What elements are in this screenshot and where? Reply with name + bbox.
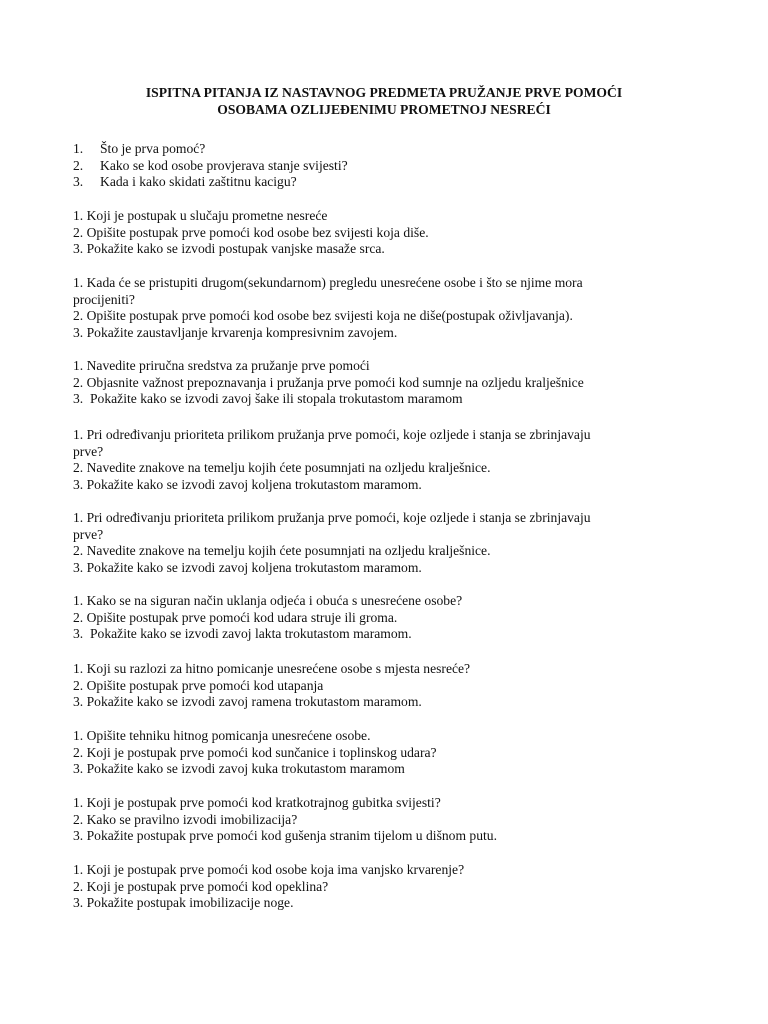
question-line: 1. Koji je postupak prve pomoći kod osobe koja ima vanjsko krvarenje? [73, 862, 465, 877]
title-line-1: ISPITNA PITANJA IZ NASTAVNOG PREDMETA PRUŽANJE PRVE POMOĆI [145, 85, 623, 100]
question-group-5 [73, 427, 695, 493]
question-line: 2. Objasnite važnost prepoznavanja i pružanja prve pomoći kod sumnje na ozljedu kralješnice [73, 374, 584, 390]
question-line: 1. Pri određivanju prioriteta prilikom pružanja prve pomoći, koje ozljede i stanja se zbrinjavaju [73, 510, 591, 525]
question-line: 2. Koji je postupak prve pomoći kod opeklina? [73, 878, 329, 894]
question-line: 2. Navedite znakove na temelju kojih ćete posumnjati na ozljedu kralješnice. [73, 543, 491, 559]
question-group-9 [73, 728, 695, 778]
question-number: 3. [73, 174, 84, 190]
question-line: 1. Navedite priručna sredstva za pružanje prve pomoći [73, 358, 370, 373]
question-text: Kada i kako skidati zaštitnu kacigu? [100, 174, 297, 190]
question-group-4 [73, 358, 695, 408]
question-line: 2. Koji je postupak prve pomoći kod sunčanice i toplinskog udara? [73, 744, 437, 760]
question-line: 3. Pokažite kako se izvodi postupak vanjske masaže srca. [73, 241, 385, 257]
question-line: 3. Pokažite kako se izvodi zavoj koljena trokutastom maramom. [73, 476, 422, 492]
question-line: 3. Pokažite kako se izvodi zavoj koljena trokutastom maramom. [73, 559, 422, 575]
question-text: Kako se kod osobe provjerava stanje svijesti? [100, 157, 348, 173]
question-group-6 [73, 510, 695, 576]
question-number: 1. [73, 141, 84, 156]
question-line: 2. Opišite postupak prve pomoći kod osobe bez svijesti koja ne diše(postupak oživljavanja). [73, 308, 573, 324]
question-line: 2. Opišite postupak prve pomoći kod osobe bez svijesti koja diše. [73, 224, 429, 240]
question-line: 1. Koji je postupak prve pomoći kod kratkotrajnog gubitka svijesti? [73, 795, 441, 810]
question-group-7 [73, 593, 695, 643]
question-line: 3. Pokažite kako se izvodi zavoj šake ili stopala trokutastom maramom [73, 391, 463, 407]
question-line: 2. Opišite postupak prve pomoći kod utapanja [73, 677, 324, 693]
question-line: 3. Pokažite kako se izvodi zavoj lakta trokutastom maramom. [73, 626, 412, 642]
question-text: Što je prva pomoć? [100, 141, 206, 156]
question-line: 3. Pokažite zaustavljanje krvarenja kompresivnim zavojem. [73, 324, 398, 340]
question-line: 1. Opišite tehniku hitnog pomicanja unesrećene osobe. [73, 728, 371, 743]
question-line: 3. Pokažite postupak imobilizacije noge. [73, 895, 294, 911]
question-line: 1. Koji su razlozi za hitno pomicanje unesrećene osobe s mjesta nesreće? [73, 661, 471, 676]
question-line: 1. Pri određivanju prioriteta prilikom pružanja prve pomoći, koje ozljede i stanja se zbrinjavaju [73, 427, 591, 442]
title-line-2: OSOBAMA OZLIJEĐENIMU PROMETNOJ NESREĆI [217, 102, 551, 117]
question-line: prve? [73, 443, 104, 459]
question-group-3 [73, 275, 695, 341]
question-item [73, 174, 695, 191]
question-line: 1. Kada će se pristupiti drugom(sekundarnom) pregledu unesrećene osobe i što se njime mora [73, 275, 583, 290]
question-group-10 [73, 795, 695, 845]
question-group-11 [73, 862, 695, 912]
question-line: 3. Pokažite kako se izvodi zavoj kuka trokutastom maramom [73, 761, 405, 777]
question-line: 3. Pokažite postupak prve pomoći kod gušenja stranim tijelom u dišnom putu. [73, 828, 497, 844]
question-group-2 [73, 208, 695, 258]
document-title [0, 84, 768, 118]
question-line: procijeniti? [73, 291, 135, 307]
question-item [73, 158, 695, 175]
question-line: prve? [73, 526, 104, 542]
question-line: 2. Opišite postupak prve pomoći kod udara struje ili groma. [73, 609, 398, 625]
question-line: 1. Kako se na siguran način uklanja odjeća i obuća s unesrećene osobe? [73, 593, 463, 608]
question-line: 3. Pokažite kako se izvodi zavoj ramena trokutastom maramom. [73, 694, 422, 710]
question-item [73, 141, 695, 158]
question-group-8 [73, 661, 695, 711]
question-line: 2. Kako se pravilno izvodi imobilizacija? [73, 811, 298, 827]
question-line: 1. Koji je postupak u slučaju prometne nesreće [73, 208, 328, 223]
question-line: 2. Navedite znakove na temelju kojih ćete posumnjati na ozljedu kralješnice. [73, 460, 491, 476]
question-number: 2. [73, 157, 84, 173]
question-group-1 [73, 141, 695, 191]
